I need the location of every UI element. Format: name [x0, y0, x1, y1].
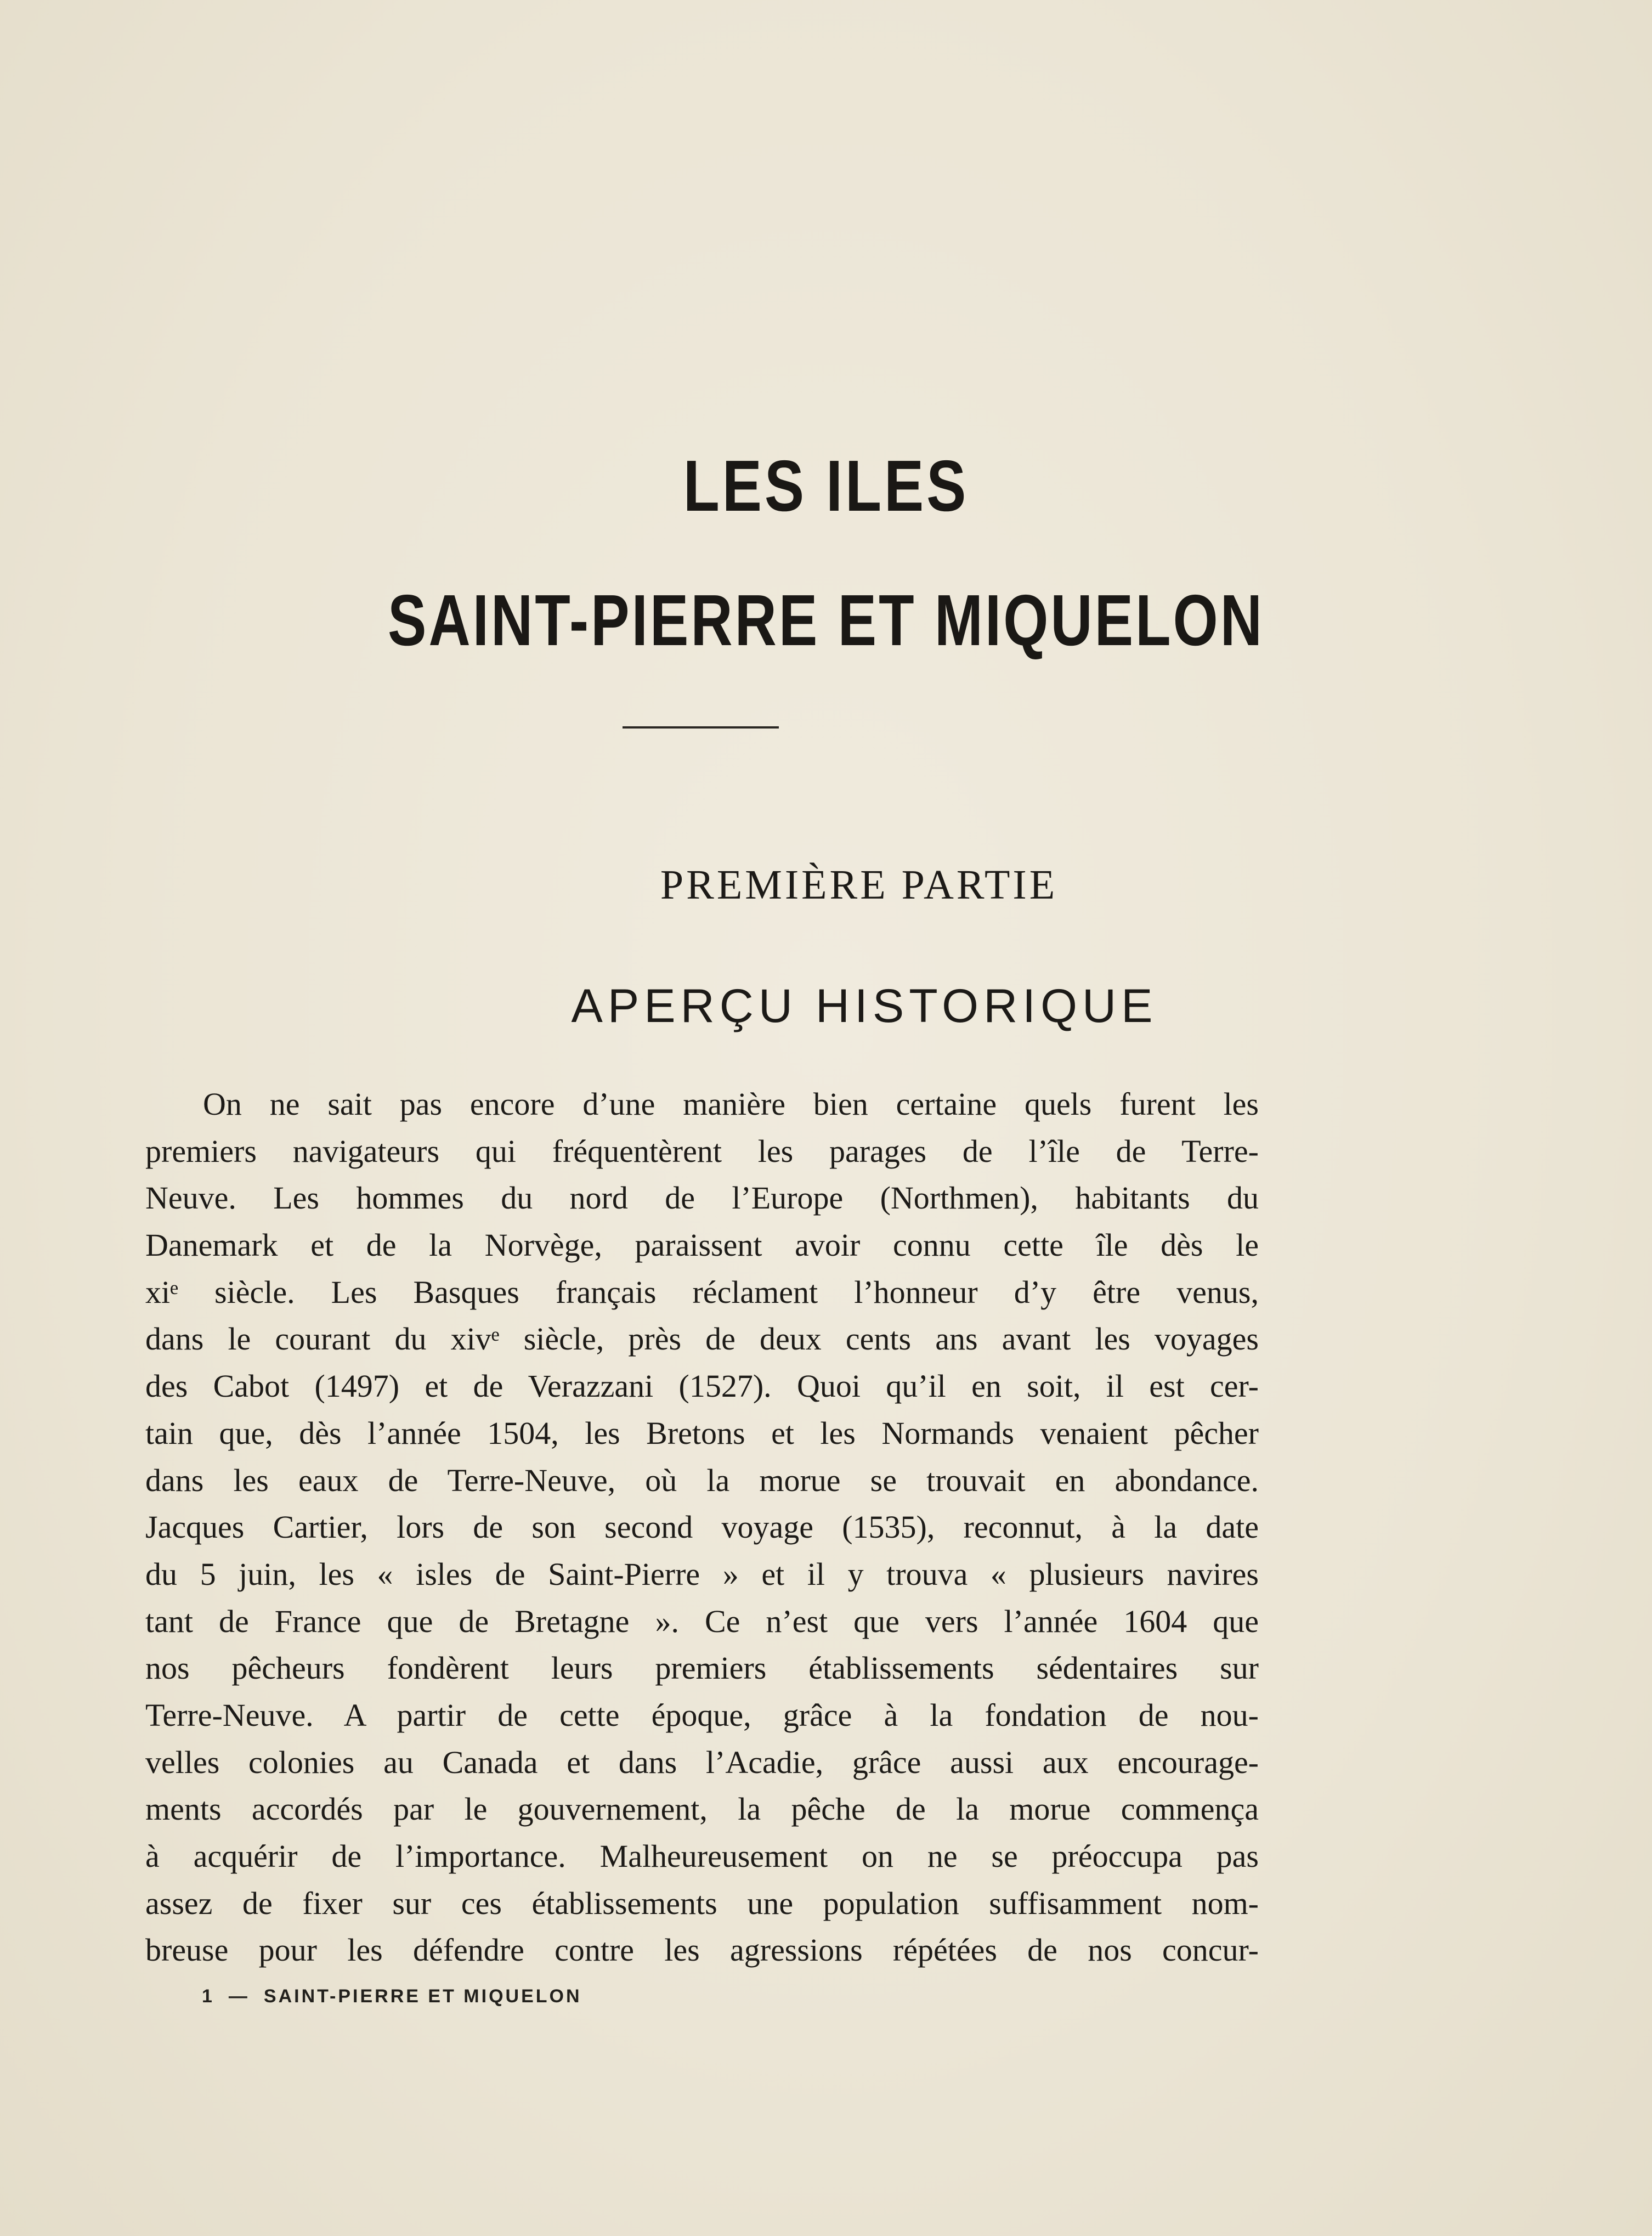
body-line: à acquérir de l’importance. Malheureusement on ne se préoccupa pas [145, 1838, 1259, 1874]
footer-dash: — [228, 1986, 250, 2007]
body-line: des Cabot (1497) et de Verazzani (1527). Quoi qu’il en soit, il est cer- [145, 1368, 1259, 1404]
body-line: dans les eaux de Terre-Neuve, où la morue se trouvait en abondance. [145, 1462, 1259, 1498]
title-line-1: LES ILES [683, 445, 969, 526]
body-line: premiers navigateurs qui fréquentèrent les parages de l’île de Terre- [145, 1133, 1259, 1169]
body-line: xiᵉ siècle. Les Basques français réclament l’honneur d’y être venus, [145, 1274, 1259, 1310]
body-line: tant de France que de Bretagne ». Ce n’est que vers l’année 1604 que [145, 1603, 1259, 1639]
signature-footer [202, 1986, 582, 2007]
body-line: Danemark et de la Norvège, paraissent avoir connu cette île dès le [145, 1227, 1259, 1263]
body-line: dans le courant du xivᵉ siècle, près de deux cents ans avant les voyages [145, 1321, 1259, 1357]
body-line: Neuve. Les hommes du nord de l’Europe (Northmen), habitants du [145, 1180, 1259, 1216]
body-text [145, 1081, 1259, 1974]
body-line: du 5 juin, les « isles de Saint-Pierre » et il y trouva « plusieurs navires [145, 1556, 1259, 1592]
running-title: SAINT-PIERRE ET MIQUELON [263, 1986, 582, 2007]
section-subtitle: APERÇU HISTORIQUE [571, 980, 1158, 1032]
title-line-2: SAINT-PIERRE ET MIQUELON [388, 580, 1264, 660]
signature-number: 1 [202, 1986, 214, 2007]
body-line: nos pêcheurs fondèrent leurs premiers établissements sédentaires sur [145, 1650, 1259, 1686]
body-line: On ne sait pas encore d’une manière bien certaine quels furent les [203, 1086, 1259, 1122]
body-line: assez de fixer sur ces établissements une population suffisamment nom- [145, 1885, 1259, 1921]
body-line: breuse pour les défendre contre les agressions répétées de nos concur- [145, 1932, 1259, 1968]
body-line: Terre-Neuve. A partir de cette époque, grâce à la fondation de nou- [145, 1697, 1259, 1733]
body-line: ments accordés par le gouvernement, la pêche de la morue commença [145, 1791, 1259, 1827]
body-line: tain que, dès l’année 1504, les Bretons et les Normands venaient pêcher [145, 1415, 1259, 1451]
title-divider [623, 726, 779, 729]
body-line: velles colonies au Canada et dans l’Acadie, grâce aussi aux encourage- [145, 1744, 1259, 1780]
part-heading: PREMIÈRE PARTIE [660, 862, 1058, 908]
body-line: Jacques Cartier, lors de son second voyage (1535), reconnut, à la date [145, 1509, 1259, 1545]
